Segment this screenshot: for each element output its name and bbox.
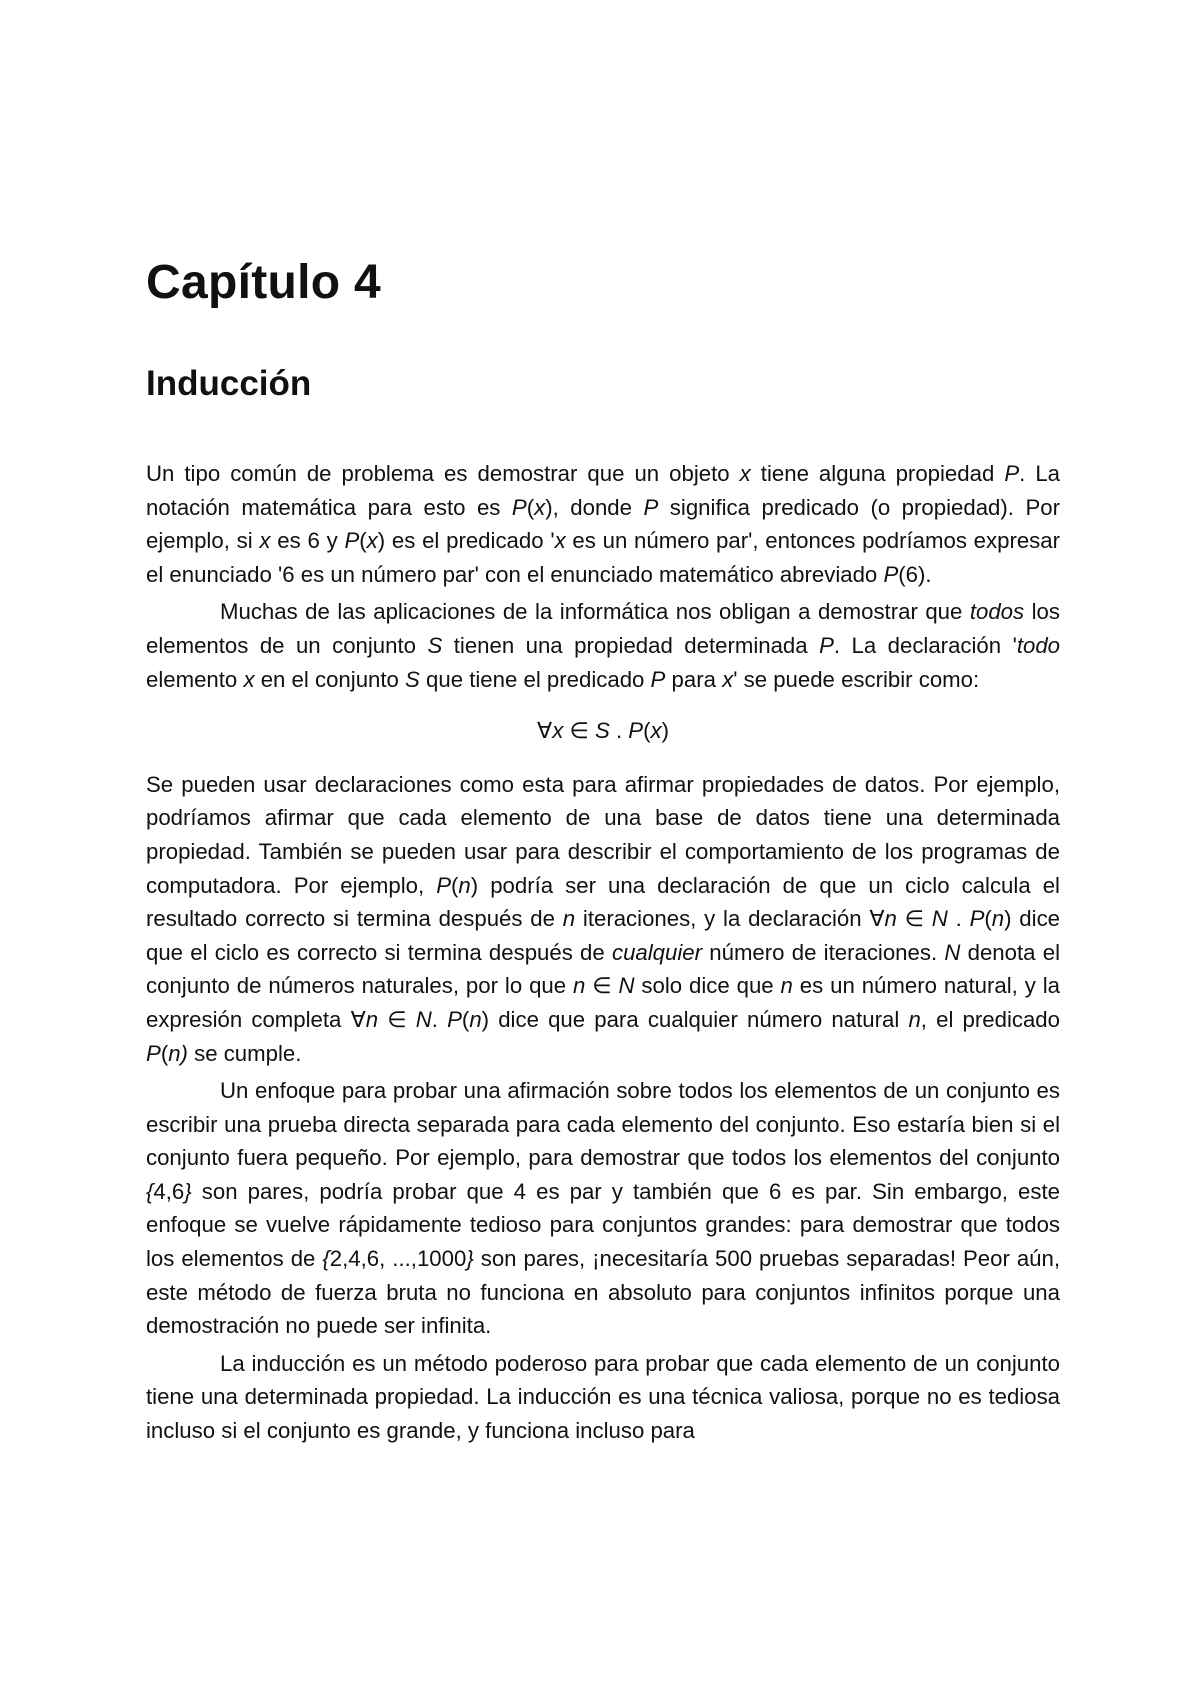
formula-forall: ∀x ∈ S . P(x) — [537, 718, 669, 744]
paragraph-3: Se pueden usar declaraciones como esta para afirmar propiedades de datos. Por ejemplo, podríamos afirmar que cada elemento de una base de datos tiene una determinada propiedad. También se pueden usar para describir el comportamiento de los programas de computadora. Por ejemplo, P(n) podría ser una declaración de que un ciclo calcula el resultado correcto si termina después de n iteraciones, y la declaración ∀n ∈ N . P(n) dice que el ciclo es correcto si termina después de cualquier número de iteraciones. N denota el conjunto de números naturales, por lo que n ∈ N solo dice que n es un número natural, y la expresión completa ∀n ∈ N. P(n) dice que para cualquier número natural n, el predicado P(n) se cumple. — [146, 771, 1061, 1066]
document-page — [146, 255, 1060, 1452]
chapter-title: Capítulo 4 — [146, 256, 382, 309]
body-text — [146, 457, 1060, 1448]
paragraph-2: Muchas de las aplicaciones de la informática nos obligan a demostrar que todos los elementos de un conjunto S tienen una propiedad determinada P. La declaración 'todo elemento x en el conjunto S que tiene el predicado P para x' se puede escribir como: — [146, 599, 1060, 692]
paragraph-5: La inducción es un método poderoso para probar que cada elemento de un conjunto tiene una determinada propiedad. La inducción es una técnica valiosa, porque no es tediosa incluso si el conjunto es grande, y funciona incluso para — [146, 1350, 1060, 1444]
section-title: Inducción — [146, 364, 312, 403]
paragraph-4: Un enfoque para probar una afirmación sobre todos los elementos de un conjunto es escribir una prueba directa separada para cada elemento del conjunto. Eso estaría bien si el conjunto fuera pequeño. Por ejemplo, para demostrar que todos los elementos del conjunto {4,6} son pares, podría probar que 4 es par y también que 6 es par. Sin embargo, este enfoque se vuelve rápidamente tedioso para conjuntos grandes: para demostrar que todos los elementos de {2,4,6, ...,1000} son pares, ¡necesitaría 500 pruebas separadas! Peor aún, este método de fuerza bruta no funciona en absoluto para conjuntos infinitos porque una demostración no puede ser infinita. — [146, 1078, 1060, 1339]
paragraph-1: Un tipo común de problema es demostrar que un objeto x tiene alguna propiedad P. La notación matemática para esto es P(x), donde P significa predicado (o propiedad). Por ejemplo, si x es 6 y P(x) es el predicado 'x es un número par', entonces podríamos expresar el enunciado '6 es un número par' con el enunciado matemático abreviado P(6). — [146, 461, 1061, 587]
